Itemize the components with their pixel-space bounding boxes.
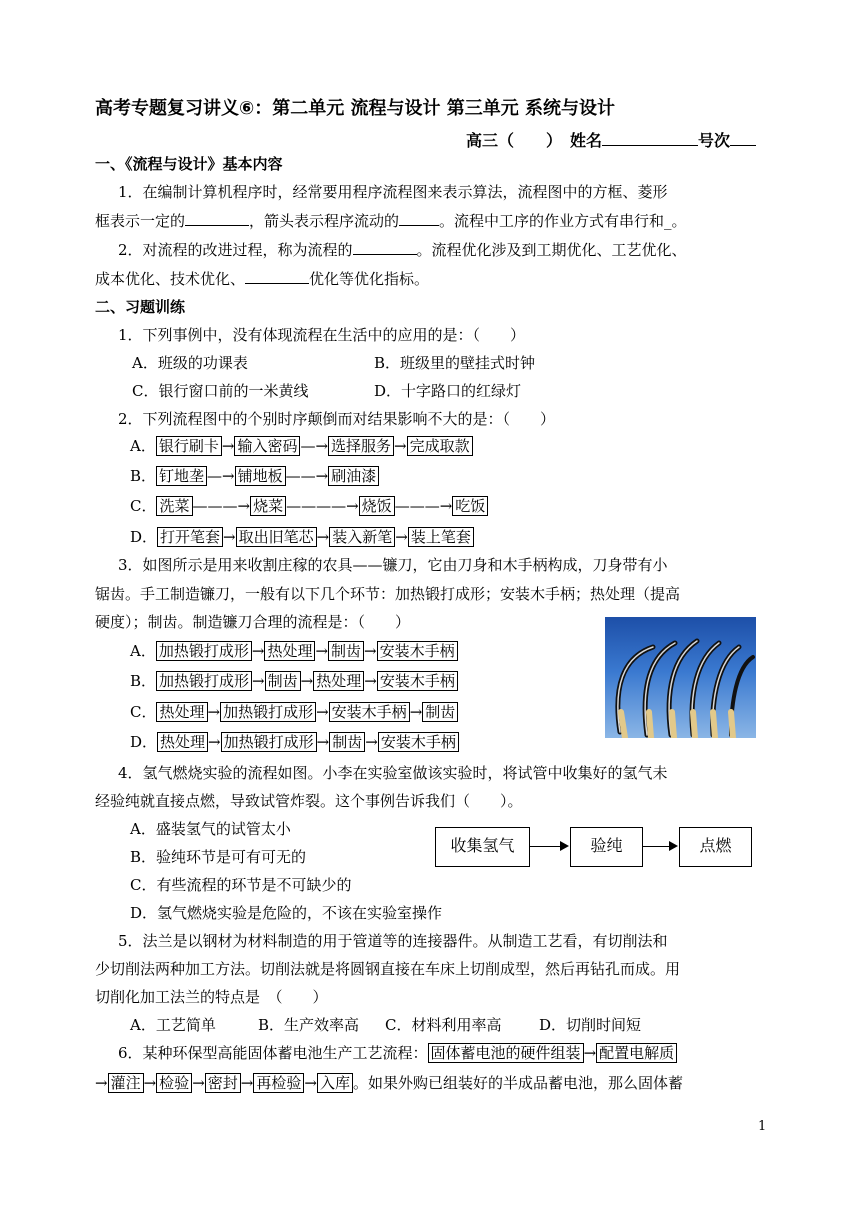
q3-option-c: C． 热处理 → 加热锻打成形 → 安装木手柄 → 制齿 <box>130 702 458 722</box>
flow-step: 输入密码 <box>234 436 300 456</box>
page-number: 1 <box>758 1119 767 1134</box>
flow-step: 加热锻打成形 <box>221 732 317 752</box>
q1-option-b: B．班级里的壁挂式时钟 <box>374 354 536 372</box>
flow-step: 固体蓄电池的硬件组装 <box>428 1043 584 1063</box>
flow-step: 选择服务 <box>328 436 394 456</box>
flow-step: 加热锻打成形 <box>156 671 252 691</box>
q5-stem-line1: 5．法兰是以钢材为材料制造的用于管道等的连接器件。从制造工艺看，有切削法和 <box>118 932 668 950</box>
q5-option-d: D．切削时间短 <box>539 1016 642 1034</box>
q2-option-b: B． 钉地垄 —→ 铺地板 ——→ 刷油漆 <box>130 466 379 486</box>
s1-paragraph2-line2: 成本优化、技术优化、 优化等优化指标。 <box>95 270 430 288</box>
name-blank[interactable] <box>602 131 698 146</box>
q1-stem: 1．下列事例中，没有体现流程在生活中的应用的是：（ ） <box>118 326 526 344</box>
flow-step: 灌注 <box>108 1073 144 1093</box>
flow-step: 装上笔套 <box>408 527 474 547</box>
q4-option-d: D．氢气燃烧实验是危险的，不该在实验室操作 <box>130 904 443 922</box>
q2-option-c: C． 洗菜 ———→ 烧菜 ————→ 烧饭 ———→ 吃饭 <box>130 496 488 516</box>
arrow-right-icon: ———→ <box>394 497 453 515</box>
q5-option-b: B．生产效率高 <box>258 1016 360 1034</box>
arrow-right-icon: → <box>221 437 235 455</box>
flow-box-ignite: 点燃 <box>679 827 752 867</box>
flow-step: 制齿 <box>422 702 458 722</box>
flow-step: 加热锻打成形 <box>220 702 316 722</box>
blank-4[interactable] <box>245 269 309 284</box>
s1-paragraph1-line2: 框表示一定的 ，箭头表示程序流动的 。流程中工序的作业方式有串行和_。 <box>95 212 687 230</box>
flow-step: 烧菜 <box>250 496 286 516</box>
arrow-right-icon: —→ <box>207 467 235 485</box>
sickle-photo <box>605 617 756 738</box>
arrow-right-icon: → <box>409 703 423 721</box>
arrow-right-icon: → <box>208 733 221 751</box>
flow-step: 银行刷卡 <box>156 436 222 456</box>
q1-option-d: D．十字路口的红绿灯 <box>374 382 522 400</box>
q3-option-a: A． 加热锻打成形 → 热处理 → 制齿 → 安装木手柄 <box>130 641 458 661</box>
section2-heading: 二、习题训练 <box>95 298 186 316</box>
q6-stem-line2: → 灌注 → 检验 → 密封 → 再检验 → 入库 。如果外购已组装好的半成品蓄电池，那么固体蓄 <box>95 1074 683 1092</box>
flow-step: 安装木手柄 <box>329 702 410 722</box>
flow-step: 取出旧笔芯 <box>236 527 317 547</box>
q5-stem-line2: 少切削法两种加工方法。切削法就是将圆钢直接在车床上切削成型，然后再钻孔而成。用 <box>95 960 681 978</box>
flow-step: 热处理 <box>157 732 208 752</box>
q4-option-c: C．有些流程的环节是不可缺少的 <box>130 876 352 894</box>
arrow-right-icon: → <box>95 1074 108 1092</box>
arrow-right-icon: —→ <box>300 437 329 455</box>
name-label: 姓名 <box>570 131 603 150</box>
flow-step: 铺地板 <box>235 466 286 486</box>
flow-connector <box>529 846 560 847</box>
flow-step: 吃饭 <box>452 496 488 516</box>
arrow-right-icon: → <box>240 1074 254 1092</box>
flow-step: 钉地垄 <box>156 466 207 486</box>
blank-2[interactable] <box>399 211 439 226</box>
arrow-right-icon: → <box>300 672 314 690</box>
flow-step: 密封 <box>205 1073 241 1093</box>
flow-step: 安装木手柄 <box>377 641 458 661</box>
arrow-right-icon: → <box>364 672 377 690</box>
q2-stem: 2．下列流程图中的个别时序颠倒而对结果影响不大的是：（ ） <box>118 410 556 428</box>
page-title: 高考专题复习讲义⑥：第二单元 流程与设计 第三单元 系统与设计 <box>95 98 616 119</box>
flow-step: 制齿 <box>329 732 365 752</box>
flow-step: 烧饭 <box>359 496 395 516</box>
q5-option-a: A．工艺简单 <box>130 1016 216 1034</box>
arrow-right-icon: → <box>251 642 265 660</box>
q5-stem-line3: 切削化加工法兰的特点是 （ ） <box>95 988 328 1006</box>
student-info <box>466 131 756 151</box>
arrow-right-icon: → <box>316 528 330 546</box>
arrow-right-icon: → <box>207 703 221 721</box>
flow-step: 热处理 <box>313 671 364 691</box>
arrow-right-icon <box>560 841 569 851</box>
flow-step: 再检验 <box>253 1073 304 1093</box>
arrow-right-icon <box>669 841 678 851</box>
arrow-right-icon: → <box>223 528 236 546</box>
section1-heading: 一、《流程与设计》基本内容 <box>95 155 283 173</box>
q4-stem-line2: 经验纯就直接点燃，导致试管炸裂。这个事例告诉我们（ ）。 <box>95 792 523 810</box>
flow-step: 检验 <box>156 1073 192 1093</box>
flow-step: 加热锻打成形 <box>156 641 252 661</box>
flow-step: 打开笔套 <box>157 527 223 547</box>
flow-box-collect: 收集氢气 <box>435 827 530 867</box>
q3-option-b: B． 加热锻打成形 → 制齿 → 热处理 → 安装木手柄 <box>130 671 458 691</box>
number-label: 号次 <box>698 131 731 150</box>
arrow-right-icon: ————→ <box>286 497 359 515</box>
flow-step: 制齿 <box>328 641 364 661</box>
flow-step: 洗菜 <box>156 496 192 516</box>
blank-3[interactable] <box>353 240 417 255</box>
flow-step: 入库 <box>317 1073 353 1093</box>
arrow-right-icon: → <box>364 642 377 660</box>
number-blank[interactable] <box>730 131 756 146</box>
grade-label: 高三（ ） <box>466 131 555 150</box>
arrow-right-icon: ——→ <box>285 467 329 485</box>
s1-paragraph2-line1: 2．对流程的改进过程，称为流程的 。流程优化涉及到工期优化、工艺优化、 <box>118 241 687 259</box>
flow-step: 配置电解质 <box>596 1043 677 1063</box>
q3-stem-line2: 锯齿。手工制造镰刀，一般有以下几个环节：加热锻打成形；安装木手柄；热处理（提高 <box>95 585 681 603</box>
q5-option-c: C．材料利用率高 <box>385 1016 502 1034</box>
q6-stem-line1: 6．某种环保型高能固体蓄电池生产工艺流程： 固体蓄电池的硬件组装 → 配置电解质 <box>118 1043 677 1063</box>
arrow-right-icon: → <box>304 1074 317 1092</box>
q3-stem-line3: 硬度）；制齿。制造镰刀合理的流程是：（ ） <box>95 613 411 631</box>
q2-option-a: A． 银行刷卡 → 输入密码 —→ 选择服务 → 完成取款 <box>130 436 473 456</box>
arrow-right-icon: → <box>143 1074 157 1092</box>
q3-stem-line1: 3．如图所示是用来收割庄稼的农具——镰刀，它由刀身和木手柄构成，刀身带有小 <box>118 556 668 574</box>
flow-step: 安装木手柄 <box>377 671 458 691</box>
arrow-right-icon: ———→ <box>192 497 251 515</box>
arrow-right-icon: → <box>252 672 265 690</box>
q4-stem-line1: 4．氢气燃烧实验的流程如图。小李在实验室做该实验时，将试管中收集好的氢气未 <box>118 764 668 782</box>
q1-option-a: A．班级的功课表 <box>132 354 248 372</box>
q2-option-d: D． 打开笔套 → 取出旧笔芯 → 装入新笔 → 装上笔套 <box>130 527 474 547</box>
flow-step: 刷油漆 <box>328 466 379 486</box>
arrow-right-icon: → <box>316 733 330 751</box>
arrow-right-icon: → <box>365 733 378 751</box>
flow-step: 热处理 <box>264 641 315 661</box>
flow-step: 安装木手柄 <box>378 732 459 752</box>
flow-step: 装入新笔 <box>329 527 395 547</box>
blank-1[interactable] <box>185 211 249 226</box>
arrow-right-icon: → <box>394 437 407 455</box>
flow-connector <box>642 846 670 847</box>
arrow-right-icon: → <box>192 1074 205 1092</box>
arrow-right-icon: → <box>316 703 329 721</box>
s1-paragraph1-line1: 1．在编制计算机程序时，经常要用程序流程图来表示算法，流程图中的方框、菱形 <box>118 183 668 201</box>
flow-step: 制齿 <box>265 671 301 691</box>
sickle-illustration <box>605 617 756 738</box>
arrow-right-icon: → <box>583 1044 597 1062</box>
q4-option-b: B．验纯环节是可有可无的 <box>130 848 307 866</box>
q4-option-a: A．盛装氢气的试管太小 <box>130 820 291 838</box>
arrow-right-icon: → <box>315 642 329 660</box>
q1-option-c: C．银行窗口前的一米黄线 <box>132 382 309 400</box>
flow-box-verify: 验纯 <box>570 827 643 867</box>
flow-step: 热处理 <box>156 702 207 722</box>
q3-option-d: D． 热处理 → 加热锻打成形 → 制齿 → 安装木手柄 <box>130 732 459 752</box>
arrow-right-icon: → <box>395 528 408 546</box>
flow-step: 完成取款 <box>407 436 473 456</box>
